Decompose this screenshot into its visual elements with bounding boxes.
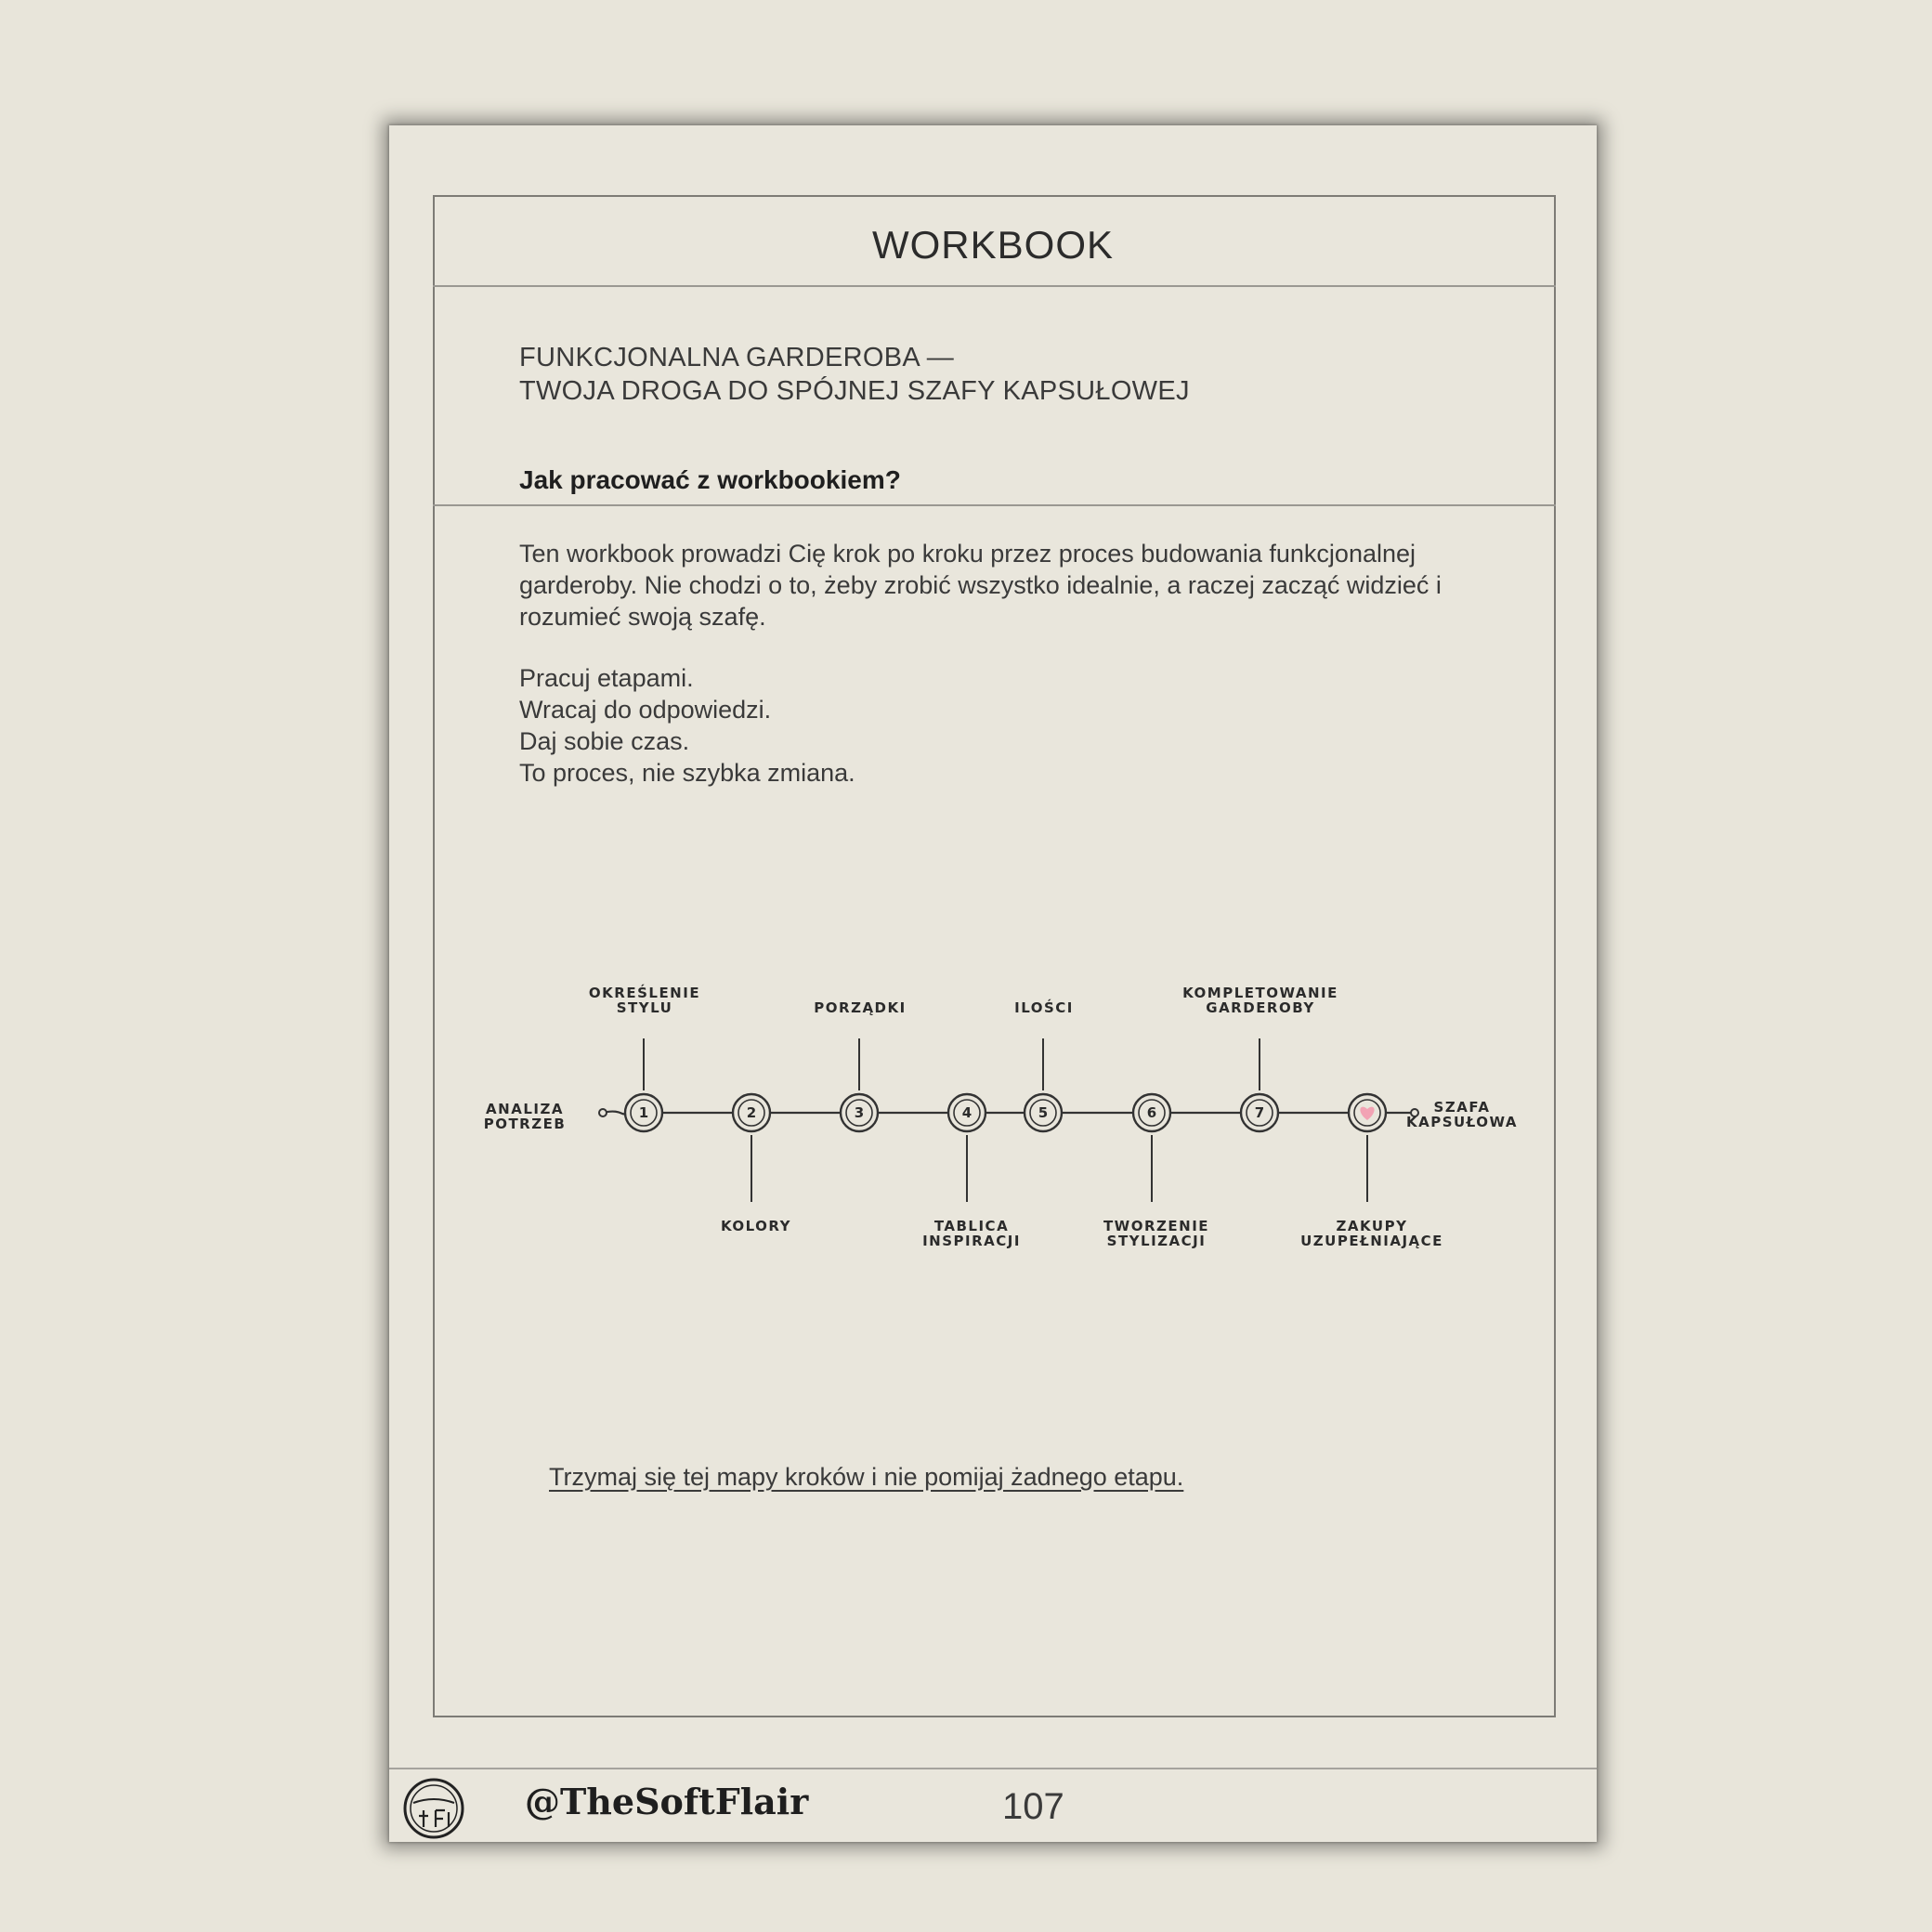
roadmap-step-label: TWORZENIE STYLIZACJI bbox=[1103, 1218, 1210, 1249]
subtitle-line-2: TWOJA DROGA DO SPÓJNEJ SZAFY KAPSUŁOWEJ bbox=[519, 376, 1190, 406]
roadmap-step-label: PORZĄDKI bbox=[814, 999, 907, 1016]
roadmap-step-number: 1 bbox=[638, 1104, 649, 1121]
roadmap-step-number: 4 bbox=[961, 1104, 973, 1121]
page-number: 107 bbox=[1002, 1786, 1064, 1827]
roadmap-start-dot bbox=[599, 1109, 607, 1116]
section-heading: Jak pracować z workbookiem? bbox=[519, 465, 901, 494]
roadmap-step-label: KOMPLETOWANIE GARDEROBY bbox=[1182, 985, 1338, 1016]
roadmap-path-line bbox=[603, 1112, 1415, 1115]
roadmap-step-number: 3 bbox=[854, 1104, 865, 1121]
intro-line: Wracaj do odpowiedzi. bbox=[519, 696, 772, 724]
intro-line: To proces, nie szybka zmiana. bbox=[519, 759, 855, 787]
roadmap-step-label: TABLICA INSPIRACJI bbox=[922, 1218, 1021, 1249]
page-title: WORKBOOK bbox=[871, 223, 1115, 267]
footer-divider bbox=[389, 1768, 1597, 1769]
intro-line: Daj sobie czas. bbox=[519, 727, 690, 755]
roadmap-note: Trzymaj się tej mapy kroków i nie pomijaj żadnego etapu. bbox=[549, 1463, 1184, 1491]
roadmap-step-label: OKREŚLENIE STYLU bbox=[588, 985, 701, 1016]
workbook-page bbox=[389, 125, 1597, 1842]
social-handle: @TheSoftFlair bbox=[525, 1781, 809, 1822]
subtitle-line-1: FUNKCJONALNA GARDEROBA — bbox=[519, 343, 955, 372]
intro-line: Pracuj etapami. bbox=[519, 664, 694, 692]
roadmap-start-label: ANALIZA POTRZEB bbox=[483, 1101, 567, 1132]
roadmap-step-label: KOLORY bbox=[720, 1218, 792, 1234]
roadmap-step-number: 2 bbox=[746, 1104, 757, 1121]
soft-flair-logo-icon bbox=[400, 1775, 467, 1842]
roadmap-step-number: 5 bbox=[1038, 1104, 1049, 1121]
intro-paragraph: Ten workbook prowadzi Cię krok po kroku przez proces budowania funkcjonalnej garderoby. Nie chodzi o to, żeby zrobić wszystko idealnie, a raczej zacząć widzieć i rozumieć swoją szafę. bbox=[519, 540, 1442, 631]
roadmap-diagram bbox=[389, 125, 1597, 1842]
roadmap-step-number: 7 bbox=[1254, 1104, 1265, 1121]
roadmap-step-label: ZAKUPY UZUPEŁNIAJĄCE bbox=[1300, 1218, 1443, 1249]
roadmap-end-label: SZAFA KAPSUŁOWA bbox=[1405, 1099, 1519, 1130]
roadmap-step-number: 6 bbox=[1146, 1104, 1157, 1121]
roadmap-step-label: ILOŚCI bbox=[1014, 999, 1074, 1016]
